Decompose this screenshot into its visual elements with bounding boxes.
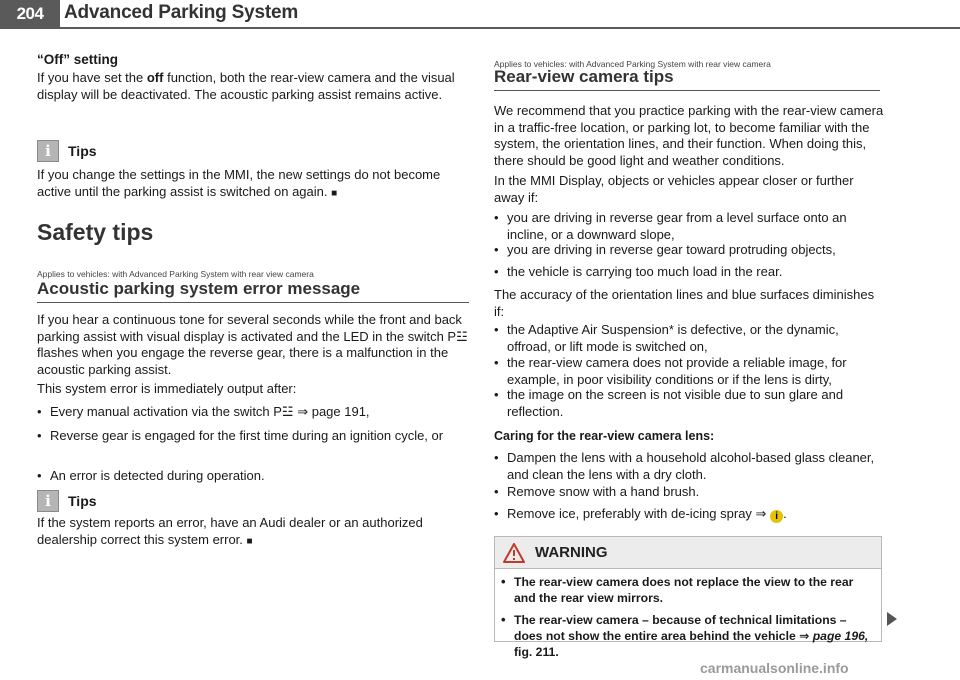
continue-arrow-icon bbox=[887, 612, 897, 626]
list-item: • An error is detected during operation. bbox=[37, 468, 469, 485]
warning-label: WARNING bbox=[535, 544, 608, 561]
chapter-title: Advanced Parking System bbox=[64, 2, 299, 23]
warning-box bbox=[494, 536, 882, 659]
list-item: • Every manual activation via the switch P☳ ⇒ page 191, bbox=[37, 404, 469, 421]
list-item: • Reverse gear is engaged for the first time during an ignition cycle, or bbox=[37, 428, 469, 445]
applies-note-left: Applies to vehicles: with Advanced Parking System with rear view camera bbox=[37, 269, 314, 279]
page-number: 204 bbox=[0, 0, 60, 27]
list-item: • Remove snow with a hand brush. bbox=[494, 484, 884, 501]
rear-view-paragraph-1: We recommend that you practice parking with the rear-view camera in a traffic-free location, or parking lot, to become familiar with the system, the orientation lines, and their function. When doing this, there should be good light and weather conditions. bbox=[494, 103, 884, 168]
off-setting-heading: “Off” setting bbox=[37, 52, 118, 67]
list-item: • the image on the screen is not visible due to sun glare and reflection. bbox=[494, 387, 884, 420]
info-icon: i bbox=[37, 490, 59, 512]
warning-header bbox=[495, 537, 881, 569]
list-item: • the rear-view camera does not provide a reliable image, for example, in poor visibility conditions or if the lens is dirty, bbox=[494, 355, 884, 388]
tips-1-heading: i Tips bbox=[37, 140, 97, 162]
acoustic-paragraph-1: If you hear a continuous tone for several seconds while the front and back parking assist with visual display is activated and the LED in the switch P☳ flashes when you engage the reverse gear, there is a malfunction in the acoustic parking assist. bbox=[37, 312, 468, 377]
watermark: carmanualsonline.info bbox=[700, 660, 849, 676]
rear-view-paragraph-2: In the MMI Display, objects or vehicles appear closer or further away if: bbox=[494, 173, 854, 205]
header-rule bbox=[0, 27, 960, 29]
list-item: • Remove ice, preferably with de-icing spray ⇒ i . bbox=[494, 506, 884, 523]
applies-note-right: Applies to vehicles: with Advanced Parking System with rear view camera bbox=[494, 59, 771, 69]
rear-view-paragraph-3: The accuracy of the orientation lines and blue surfaces diminishes if: bbox=[494, 287, 875, 319]
end-mark: ■ bbox=[246, 535, 253, 547]
reference-circle-icon: i bbox=[770, 510, 783, 523]
info-icon: i bbox=[37, 140, 59, 162]
warning-item: • The rear-view camera does not replace the view to the rear and the rear view mirrors. bbox=[501, 574, 875, 606]
rear-view-tips-heading: Rear-view camera tips bbox=[494, 67, 880, 91]
list-item: • you are driving in reverse gear from a level surface onto an incline, or a downward slope, bbox=[494, 210, 884, 243]
warning-body bbox=[495, 569, 881, 660]
acoustic-paragraph-2: This system error is immediately output after: bbox=[37, 381, 297, 396]
end-mark: ■ bbox=[331, 187, 338, 199]
list-item: • Dampen the lens with a household alcohol-based glass cleaner, and clean the lens with a dry cloth. bbox=[494, 450, 884, 483]
warning-item: • The rear-view camera – because of technical limitations – does not show the entire area behind the vehicle ⇒ page 196, fig. 211. bbox=[501, 612, 875, 660]
list-item: • you are driving in reverse gear toward protruding objects, bbox=[494, 242, 884, 259]
tips-2-text: If the system reports an error, have an Audi dealer or an authorized dealership correct this system error. ■ bbox=[37, 515, 423, 547]
acoustic-error-heading: Acoustic parking system error message bbox=[37, 279, 469, 303]
list-item: • the Adaptive Air Suspension* is defective, or the dynamic, offroad, or lift mode is switched on, bbox=[494, 322, 884, 355]
tips-2-heading: i Tips bbox=[37, 490, 97, 512]
list-item: • the vehicle is carrying too much load in the rear. bbox=[494, 264, 884, 281]
warning-triangle-icon bbox=[503, 543, 525, 563]
safety-tips-heading: Safety tips bbox=[37, 219, 154, 245]
caring-heading: Caring for the rear-view camera lens: bbox=[494, 429, 715, 443]
off-setting-text: If you have set the off function, both the rear-view camera and the visual display will be deactivated. The acoustic parking assist remains active. bbox=[37, 70, 455, 102]
tips-1-text: If you change the settings in the MMI, the new settings do not become active until the parking assist is switched on again. ■ bbox=[37, 167, 441, 199]
